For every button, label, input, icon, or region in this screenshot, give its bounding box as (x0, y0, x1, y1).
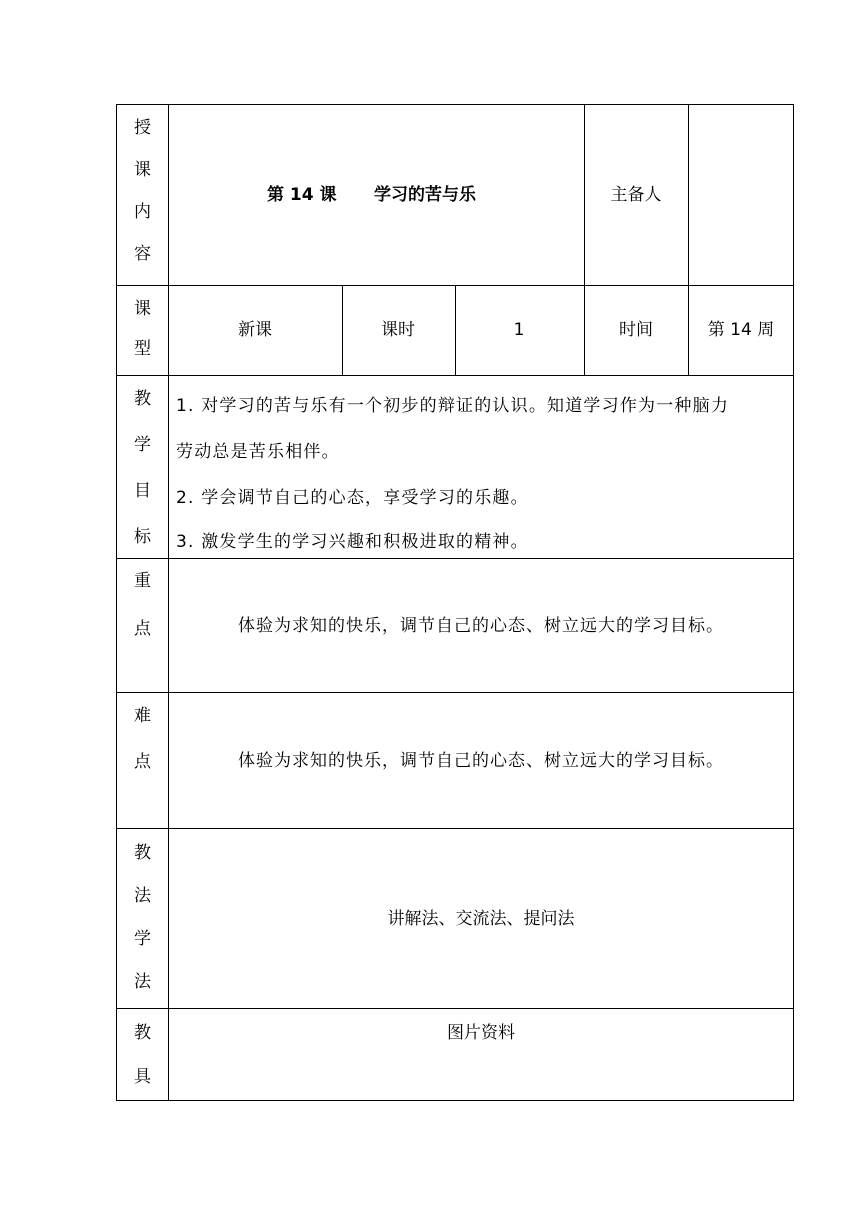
goal-line: 1. 对学习的苦与乐有一个初步的辩证的认识。知道学习作为一种脑力 (176, 396, 730, 416)
row-divider (116, 558, 794, 559)
column-divider (455, 285, 456, 375)
time-value: 第 14 周 (707, 320, 775, 340)
row-divider (116, 375, 794, 376)
column-divider (688, 104, 689, 375)
key-points-text: 体验为求知的快乐，调节自己的心态、树立远大的学习目标。 (238, 616, 724, 636)
lesson-title: 学习的苦与乐 (374, 185, 476, 205)
column-divider (584, 104, 585, 375)
time-label: 时间 (619, 320, 653, 340)
class-hours-value: 1 (513, 320, 525, 340)
row-divider (116, 1008, 794, 1009)
class-hours-label: 课时 (381, 320, 415, 340)
tools-text: 图片资料 (447, 1023, 515, 1043)
table-border (116, 104, 794, 1101)
column-divider (342, 285, 343, 375)
row-label-methods: 教 法 学 法 (134, 843, 151, 992)
lesson-type-value: 新课 (238, 320, 272, 340)
lesson-plan-table (116, 104, 794, 1101)
goal-line: 2. 学会调节自己的心态，享受学习的乐趣。 (176, 488, 529, 508)
methods-text: 讲解法、交流法、提问法 (387, 909, 575, 929)
lesson-number: 第 14 课 (267, 185, 337, 205)
row-label-goals: 教 学 目 标 (134, 389, 151, 547)
row-label-type: 课 型 (134, 299, 151, 359)
goal-line: 劳动总是苦乐相伴。 (176, 442, 340, 462)
row-label-tools: 教 具 (134, 1023, 151, 1087)
difficulties-text: 体验为求知的快乐，调节自己的心态、树立远大的学习目标。 (238, 751, 724, 771)
goal-line: 3. 激发学生的学习兴趣和积极进取的精神。 (176, 532, 529, 552)
row-divider (116, 828, 794, 829)
row-label-key-points: 重 点 (134, 571, 151, 639)
preparer-label: 主备人 (610, 185, 662, 205)
row-divider (116, 692, 794, 693)
row-label-difficulties: 难 点 (134, 706, 151, 772)
row-label-content: 授 课 内 容 (134, 118, 151, 264)
